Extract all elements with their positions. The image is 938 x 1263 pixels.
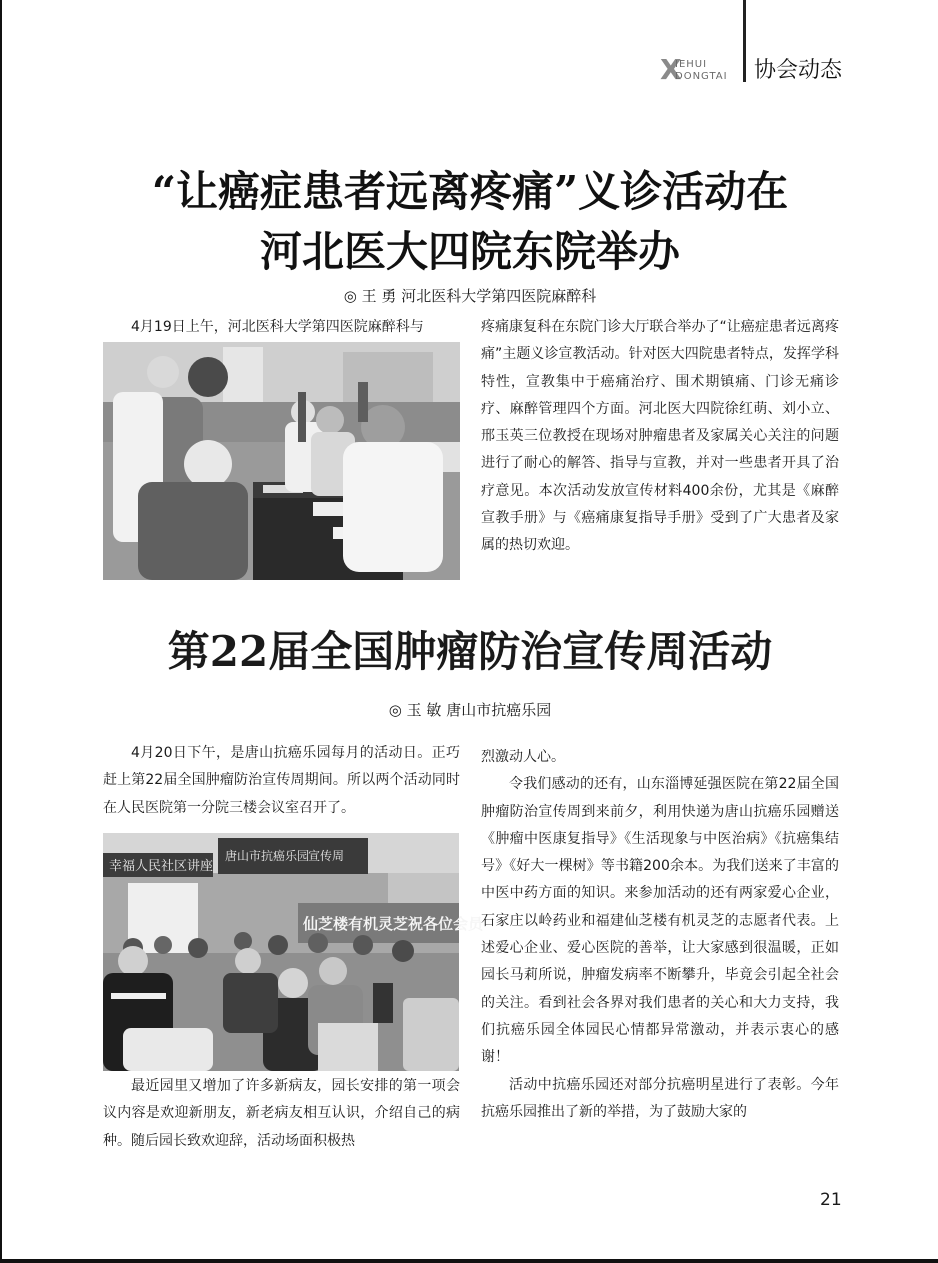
- article1-right-column: [481, 314, 839, 560]
- article2-paragraph2: 最近园里又增加了许多新病友，园长安排的第一项会议内容是欢迎新朋友，新老病友相互认识，介绍自己的病种。随后园长致欢迎辞，活动场面积极热: [103, 1078, 460, 1149]
- meeting-photo-illustration: [103, 833, 484, 1071]
- article1-title-line1: “让癌症患者远离疼痛”义诊活动在: [151, 167, 789, 216]
- photo-sign-club: 唐山市抗癌乐园: [225, 849, 310, 863]
- article1-paragraph-start: 4月19日上午，河北医科大学第四医院麻醉科与: [131, 319, 424, 335]
- header-logo-x: X: [660, 53, 682, 86]
- article2-left-top-text: [103, 740, 460, 822]
- section-label: 协会动态: [754, 58, 843, 83]
- article2-paragraph3: 令我们感动的还有，山东淄博延强医院在第22届全国肿瘤防治宣传周到来前夕，利用快递为唐山抗癌乐园赠送《肿瘤中医康复指导》《生活现象与中医治病》《抗癌集结号》《好大一棵树》等书籍200余本。为我们送来了丰富的中医中药方面的知识。来参加活动的还有两家爱心企业，石家庄以岭药业和福建仙芝楼有机灵芝的志愿者代表。上述爱心企业、爱心医院的善举，让大家感到很温暖，正如园长马莉所说，肿瘤发病率不断攀升，毕竟会引起全社会的关注。看到社会各界对我们患者的关心和大力支持，我们抗癌乐园全体园民心情都异常激动，并表示衷心的感谢！: [481, 776, 839, 1066]
- article2-left-bottom-text: [103, 1073, 460, 1155]
- clinic-photo: [103, 342, 460, 580]
- article1-paragraph-continued: 疼痛康复科在东院门诊大厅联合举办了“让癌症患者远离疼痛”主题义诊宣教活动。针对医大四院患者特点，发挥学科特性，宣教集中于癌痛治疗、围术期镇痛、门诊无痛诊疗、麻醉管理四个方面。河北医大四院徐红萌、刘小立、邢玉英三位教授在现场对肿瘤患者及家属关心关注的问题进行了耐心的解答、指导与宣教，并对一些患者开具了治疗意见。本次活动发放宣传材料400余份，尤其是《麻醉宣教手册》与《癌痛康复指导手册》受到了广大患者及家属的热切欢迎。: [481, 319, 839, 554]
- photo-sign-sponsor: 仙芝楼有机灵芝祝各位会员: [303, 915, 484, 933]
- header-logo-line1: IEHUI: [675, 59, 708, 70]
- header-logo-line2: DONGTAI: [675, 71, 728, 82]
- meeting-photo: [103, 833, 484, 1071]
- article1-byline: ◎ 王 勇 河北医科大学第四医院麻醉科: [343, 287, 597, 305]
- article2-byline: ◎ 玉 敏 唐山市抗癌乐园: [388, 701, 552, 719]
- article1-left-text: [103, 314, 460, 341]
- photo-sign-week: 宣传周: [308, 849, 345, 863]
- page-frame-left: [0, 0, 2, 1263]
- article1-title-line2: 河北医大四院东院举办: [259, 227, 680, 276]
- header-rule: [743, 0, 746, 82]
- article2-title: 第22届全国肿瘤防治宣传周活动: [167, 627, 773, 676]
- page-frame-bottom: [0, 1259, 938, 1263]
- article2-paragraph1: 4月20日下午，是唐山抗癌乐园每月的活动日。正巧赶上第22届全国肿瘤防治宣传周期间。所以两个活动同时在人民医院第一分院三楼会议室召开了。: [103, 745, 460, 816]
- photo-sign-community: 幸福人民社区讲座: [109, 859, 214, 874]
- article2-paragraph4: 活动中抗癌乐园还对部分抗癌明星进行了表彰。今年抗癌乐园推出了新的举措，为了鼓励大家的: [481, 1076, 839, 1120]
- page-number: 21: [820, 1190, 842, 1210]
- clinic-photo-illustration: [103, 342, 460, 580]
- article2-right-column: [481, 744, 839, 1126]
- article2-paragraph2-end: 烈激动人心。: [481, 749, 565, 765]
